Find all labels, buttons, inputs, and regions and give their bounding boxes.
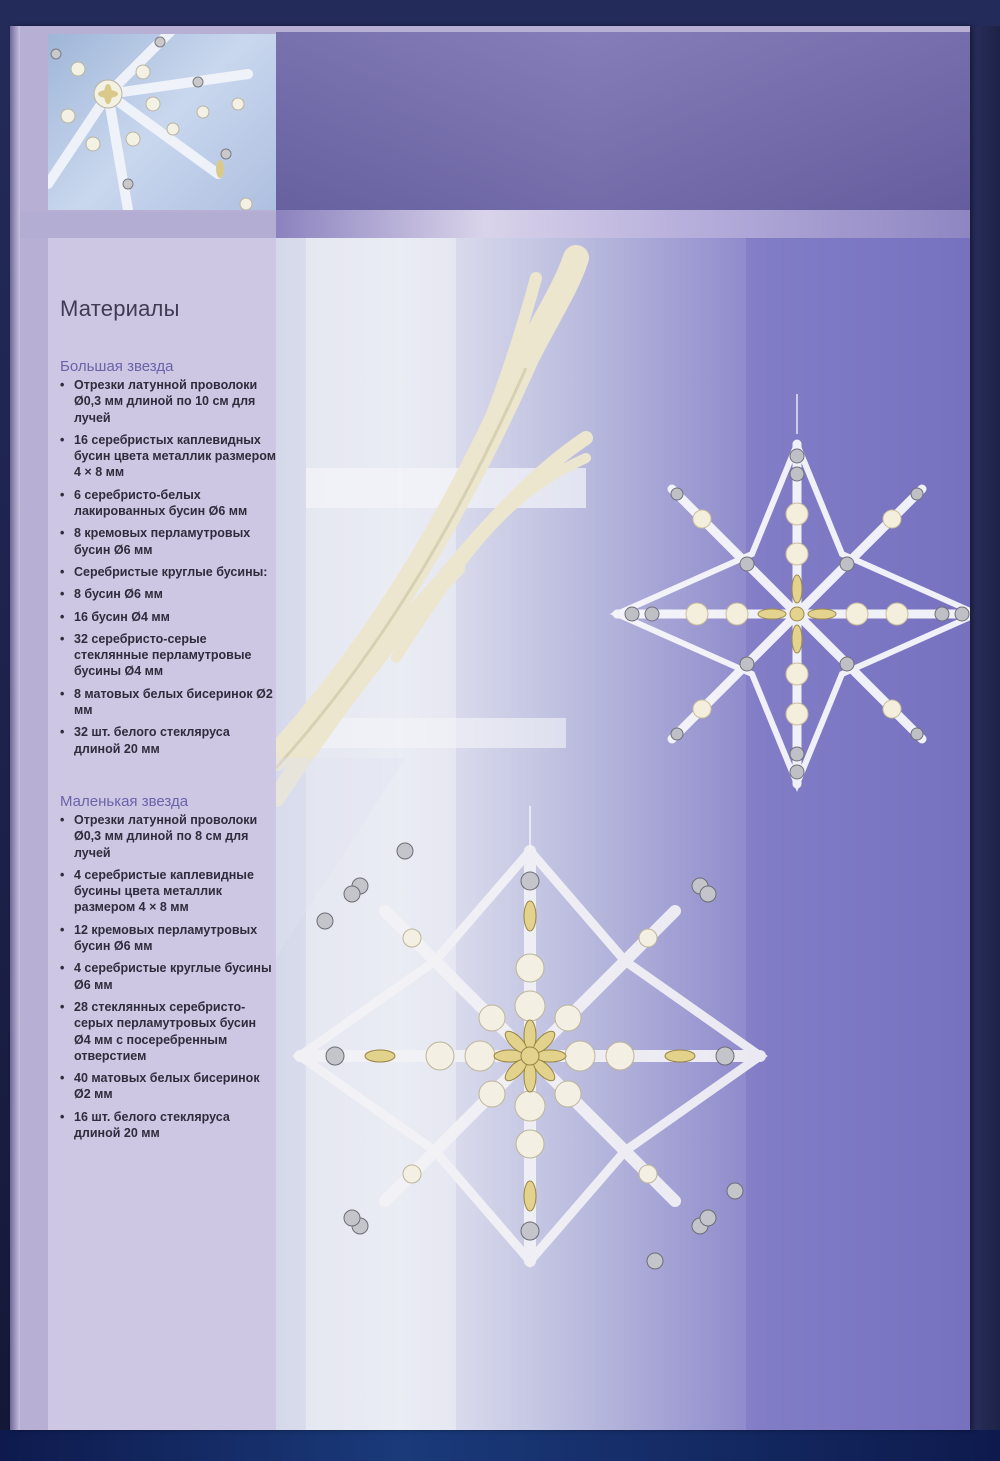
list-item: • 40 матовых белых бисеринок Ø2 мм <box>60 1070 276 1103</box>
list-item: • 6 серебристо-белых лакированных бусин Ø6 мм <box>60 487 276 520</box>
list-item: • 16 шт. белого стекляруса длиной 20 мм <box>60 1109 276 1142</box>
list-item: • 28 стеклянных серебристо-серых перламутровых бусин Ø4 мм с посеребренным отверстием <box>60 999 276 1064</box>
list-item: • 32 серебристо-серые стеклянные перламутровые бусины Ø4 мм <box>60 631 276 680</box>
sidebar-top-band <box>20 212 276 238</box>
thumbnail-photo <box>48 34 278 210</box>
snowflake-photo <box>276 238 970 1430</box>
beaded-stars-image <box>276 238 970 1430</box>
list-item: • Серебристые круглые бусины: <box>60 564 276 580</box>
magazine-page <box>10 26 970 1430</box>
big-star-title: Большая звезда <box>60 358 174 375</box>
list-item: • 16 бусин Ø4 мм <box>60 609 276 625</box>
list-item: • 8 матовых белых бисеринок Ø2 мм <box>60 686 276 719</box>
list-item: • 8 кремовых перламутровых бусин Ø6 мм <box>60 525 276 558</box>
header-band <box>276 32 970 210</box>
big-star-items <box>60 377 276 757</box>
list-item: • 4 серебристые каплевидные бусины цвета металлик размером 4 × 8 мм <box>60 867 276 916</box>
header-strip <box>276 210 970 238</box>
thumbnail-star-image <box>48 34 276 210</box>
list-item: • 32 шт. белого стекляруса длиной 20 мм <box>60 724 276 757</box>
cover-bottom-edge <box>0 1430 1000 1461</box>
materials-list <box>60 296 276 1147</box>
list-item: • 4 серебристые круглые бусины Ø6 мм <box>60 960 276 993</box>
page-binding <box>10 26 20 1430</box>
list-item: • Отрезки латунной проволоки Ø0,3 мм длиной по 10 см для лучей <box>60 377 276 426</box>
list-item: • Отрезки латунной проволоки Ø0,3 мм длиной по 8 см для лучей <box>60 812 276 861</box>
cover-right-edge <box>970 26 1000 1430</box>
materials-title: Материалы <box>60 296 180 321</box>
small-star-title: Маленькая звезда <box>60 792 189 810</box>
list-item: • 16 серебристых каплевидных бусин цвета металлик размером 4 × 8 мм <box>60 432 276 481</box>
list-item: • 12 кремовых перламутровых бусин Ø6 мм <box>60 922 276 955</box>
small-star-items <box>60 812 276 1141</box>
list-item: • 8 бусин Ø6 мм <box>60 586 276 602</box>
